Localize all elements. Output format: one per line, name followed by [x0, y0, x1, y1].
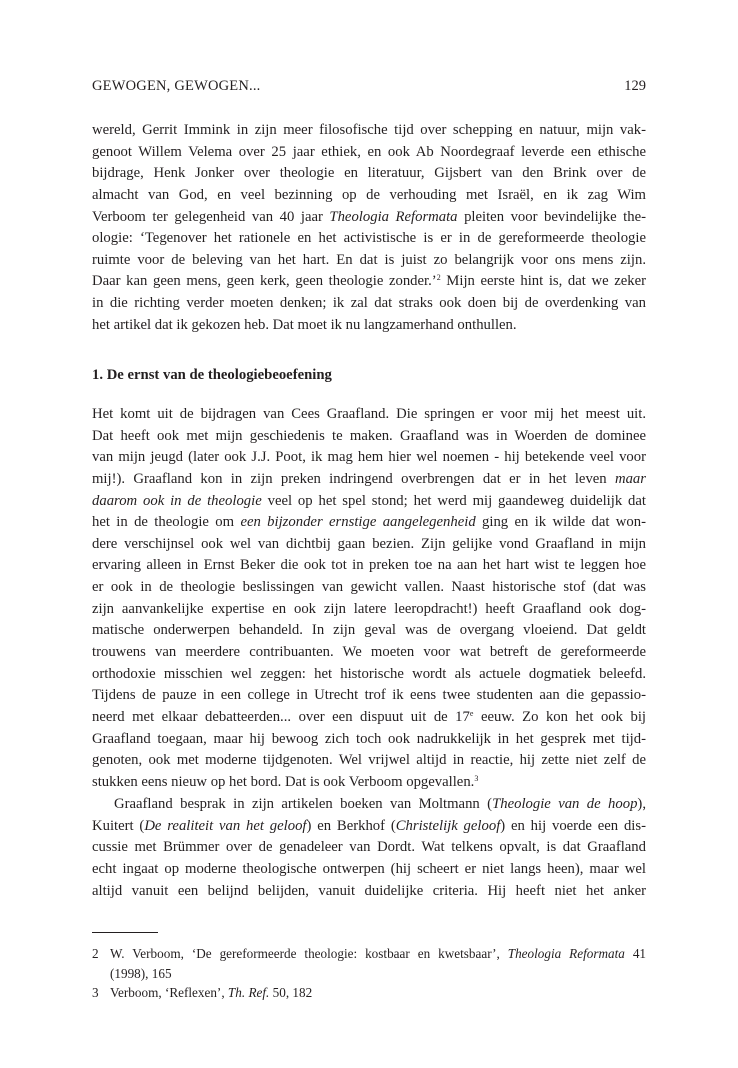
text-line: Kuitert (De realiteit van het geloof) en Berkhof (Christelijk geloof) en hij voerde een dis- — [92, 817, 646, 834]
text-line: mij!). Graafland kon in zijn preken indringend overbrengen dat er in het leven maar — [92, 470, 646, 487]
text-line: het in de theologie om een bijzonder ernstige aangelegenheid ging en ik wilde dat won- — [92, 514, 646, 531]
journal-title: Theologia Reformata — [329, 208, 458, 225]
text-line: cussie met Brümmer over de genadeleer van Dordt. Wat telkens opvalt, is dat Graafland — [92, 839, 646, 856]
footnote-ref-3: 3 — [474, 773, 479, 783]
text-line: in die richting verder moeten denken; ik zal dat straks ook doen bij de overdenking van — [92, 295, 646, 312]
text-line: bijdrage, Henk Jonker over theologie en literatuur, Gijsbert van den Brink over de — [92, 165, 646, 182]
text-line: van mijn jeugd (later ook J.J. Poot, ik mag hem hier wel noemen - hij betekende veel voor — [92, 449, 646, 466]
paragraph-3 — [92, 794, 646, 902]
superscript-ordinal: e — [469, 708, 474, 718]
text-line: Het komt uit de bijdragen van Cees Graafland. Die springen er voor mij het meest uit. — [92, 406, 646, 422]
footnotes — [92, 944, 646, 1003]
page-number: 129 — [624, 78, 646, 94]
text-line: ervaring alleen in Ernst Beker die ook tot in preken toe na aan het hart wist te leggen hoe — [92, 557, 646, 574]
footnote-line: (1998), 165 — [110, 965, 172, 981]
text-line: daarom ook in de theologie veel op het spel stond; het werd mij gaandeweg duidelijk dat — [92, 492, 646, 509]
text-line: almacht van God, en veel bezinning op de verhouding met Israël, en ik zag Wim — [92, 186, 646, 203]
text-line: wereld, Gerrit Immink in zijn meer filosofische tijd over schepping en natuur, mijn vak- — [92, 122, 646, 138]
running-header — [92, 78, 646, 98]
footnote-line: W. Verboom, ‘De gereformeerde theologie: kostbaar en kwetsbaar’, Theologia Reformata 41 — [110, 946, 647, 961]
running-title: GEWOGEN, GEWOGEN... — [92, 78, 261, 94]
footnote-number: 2 — [92, 946, 99, 961]
text-line: Verboom ter gelegenheid van 40 jaar Theologia Reformata pleiten voor bevindelijke the- — [92, 208, 646, 225]
text-line: altijd vanuit een belijnd belijden, vanuit duidelijke criteria. Hij heeft niet het anker — [92, 882, 646, 899]
footnote-divider — [92, 932, 158, 933]
text-line: genoot Willem Velema over 25 jaar ethiek, en ook Ab Noordegraaf leverde een ethische — [92, 143, 646, 160]
footnote-ref-2: 2 — [436, 273, 441, 283]
text-line: orthodoxie misschien wel zeggen: het historische wordt als actuele dogmatiek beleefd. — [92, 665, 646, 682]
paragraph-2 — [92, 404, 646, 794]
text-line: het artikel dat ik gekozen heb. Dat moet ik nu langzamerhand onthullen. — [92, 316, 517, 333]
text-line: Graafland besprak in zijn artikelen boeken van Moltmann (Theologie van de hoop), — [114, 796, 646, 812]
text-line: matische onderwerpen behandeld. In zijn geval was de overgang vloeiend. Dat geldt — [92, 622, 646, 639]
text-line: Dat heeft ook met mijn geschiedenis te maken. Graafland was in Woerden de dominee — [92, 427, 646, 444]
text-line: Graafland toegaan, maar hij bewoog zich toch ook nadrukkelijk in het gesprek met tijd- — [92, 730, 646, 747]
text-line: zijn aanvankelijke expertise en ook zijn latere leeropdracht!) heeft Graafland ook dog- — [92, 600, 646, 617]
text-line: er ook in de theologie beslissingen van gewicht vallen. Naast historische stof (dat was — [92, 579, 646, 596]
text-line: Tijdens de pauze in een college in Utrecht trof ik eens twee studenten aan die gepassio- — [92, 687, 646, 704]
text-line: stukken eens nieuw op het bord. Dat is ook Verboom opgevallen.$^3$ — [92, 773, 479, 790]
text-line: ologie: ‘Tegenover het rationele en het activistische is er in de gereformeerde theologie — [92, 230, 646, 247]
text-line: dere verschijnsel ook wel van dichtbij gaan bezien. Zijn gelijke vond Graafland in mijn — [92, 535, 646, 552]
text-line: trouwens van meerdere contribuanten. We moeten voor wat betreft de gereformeerde — [92, 644, 646, 661]
text-line: genoten, ook met moderne tijdgenoten. Wel vrijwel altijd in reactie, hij zette niet zelf de — [92, 752, 646, 769]
paragraph-1 — [92, 120, 646, 336]
footnote-3 — [92, 983, 646, 1003]
text-line: echt ingaat op moderne theologische ontwerpen (hij scheert er niet langs heen), maar wel — [92, 860, 646, 877]
footnote-number: 3 — [92, 985, 99, 1000]
footnote-2 — [92, 944, 646, 983]
section-heading: 1. De ernst van de theologiebeoefening — [92, 367, 332, 383]
text-line: neerd met elkaar debatteerden... over een dispuut uit de 17e eeuw. Zo kon het ook bij — [92, 708, 646, 725]
text-line: ruimte voor de beleving van het hart. En dat is juist zo belangrijk voor ons mens zijn. — [92, 251, 646, 268]
text-line: Daar kan geen mens, geen kerk, geen theologie zonder.’$^2$ Mijn eerste hint is, dat we zeker — [92, 273, 646, 290]
footnote-line: Verboom, ‘Reflexen’, Th. Ref. 50, 182 — [110, 985, 313, 1000]
